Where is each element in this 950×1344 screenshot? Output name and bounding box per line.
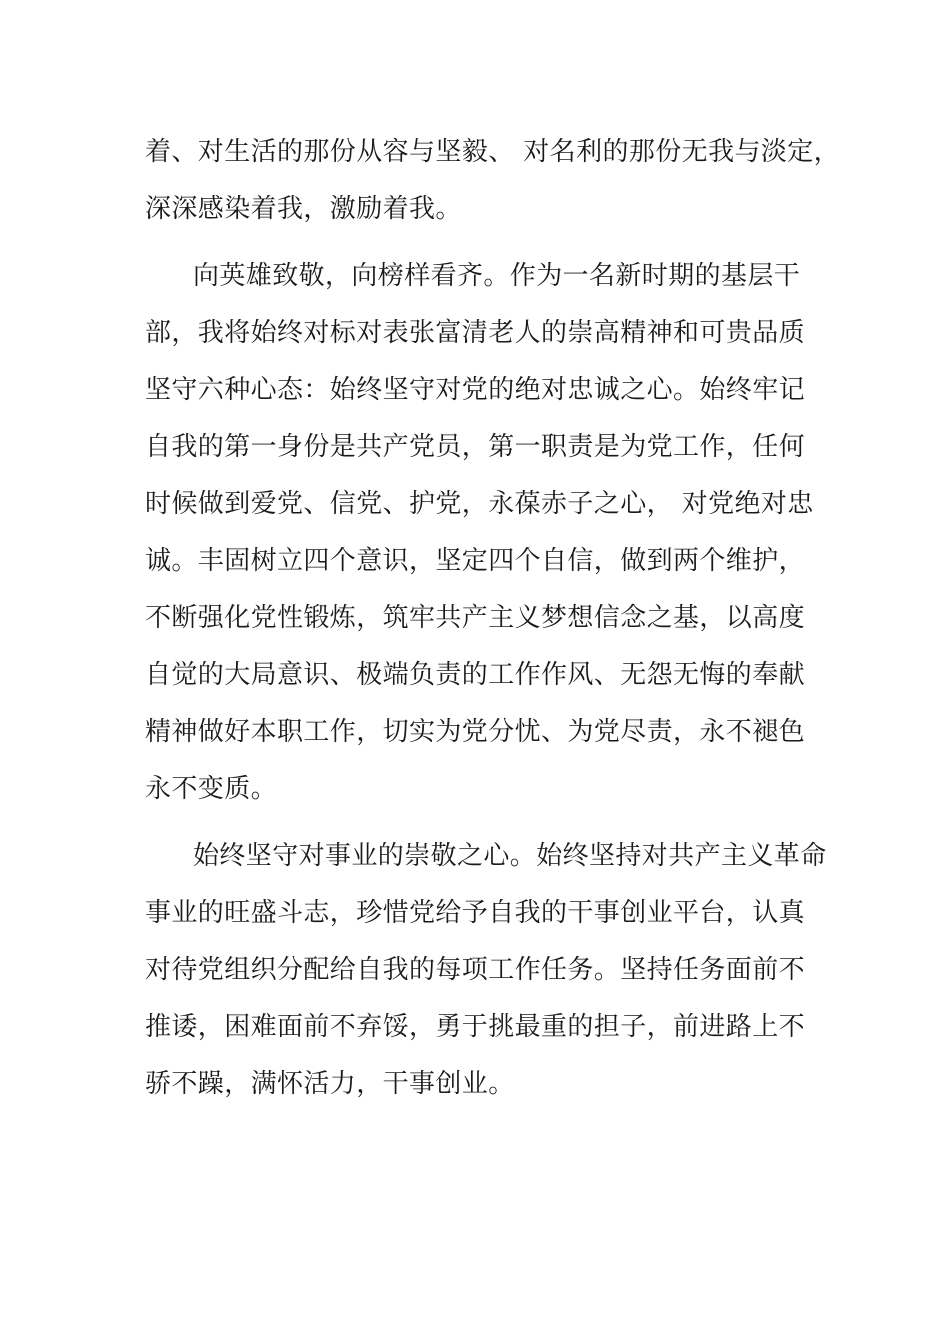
text-line: 精神做好本职工作，切实为党分忧、为党尽责，永不褪色 <box>145 717 806 747</box>
document-body <box>145 124 905 1113</box>
paragraph-3 <box>145 828 905 1113</box>
text-line: 坚守六种心态：始终坚守对党的绝对忠诚之心。始终牢记 <box>145 375 806 405</box>
text-line: 诚。丰固树立四个意识，坚定四个自信，做到两个维护， <box>145 546 806 576</box>
text-line: 着、对生活的那份从容与坚毅、 对名利的那份无我与淡定， <box>145 137 841 167</box>
paragraph-1 <box>145 124 905 238</box>
text-line: 始终坚守对事业的崇敬之心。始终坚持对共产主义革命 <box>193 841 827 871</box>
text-line: 深深感染着我，激励着我。 <box>145 194 462 224</box>
text-line: 永不变质。 <box>145 774 278 804</box>
text-line: 对待党组织分配给自我的每项工作任务。坚持任务面前不 <box>145 955 806 985</box>
text-line: 骄不躁，满怀活力，干事创业。 <box>145 1069 515 1099</box>
text-line: 自我的第一身份是共产党员，第一职责是为党工作，任何 <box>145 432 806 462</box>
text-line: 部，我将始终对标对表张富清老人的崇高精神和可贵品质 <box>145 318 806 348</box>
paragraph-2 <box>145 248 905 818</box>
text-line: 推诿，困难面前不弃馁，勇于挑最重的担子，前进路上不 <box>145 1012 806 1042</box>
text-line: 时候做到爱党、信党、护党，永葆赤子之心， 对党绝对忠 <box>145 489 814 519</box>
text-line: 事业的旺盛斗志，珍惜党给予自我的干事创业平台，认真 <box>145 898 806 928</box>
text-line: 不断强化党性锻炼，筑牢共产主义梦想信念之基，以高度 <box>145 603 806 633</box>
text-line: 向英雄致敬，向榜样看齐。作为一名新时期的基层干 <box>193 261 801 291</box>
text-line: 自觉的大局意识、极端负责的工作作风、无怨无悔的奉献 <box>145 660 806 690</box>
